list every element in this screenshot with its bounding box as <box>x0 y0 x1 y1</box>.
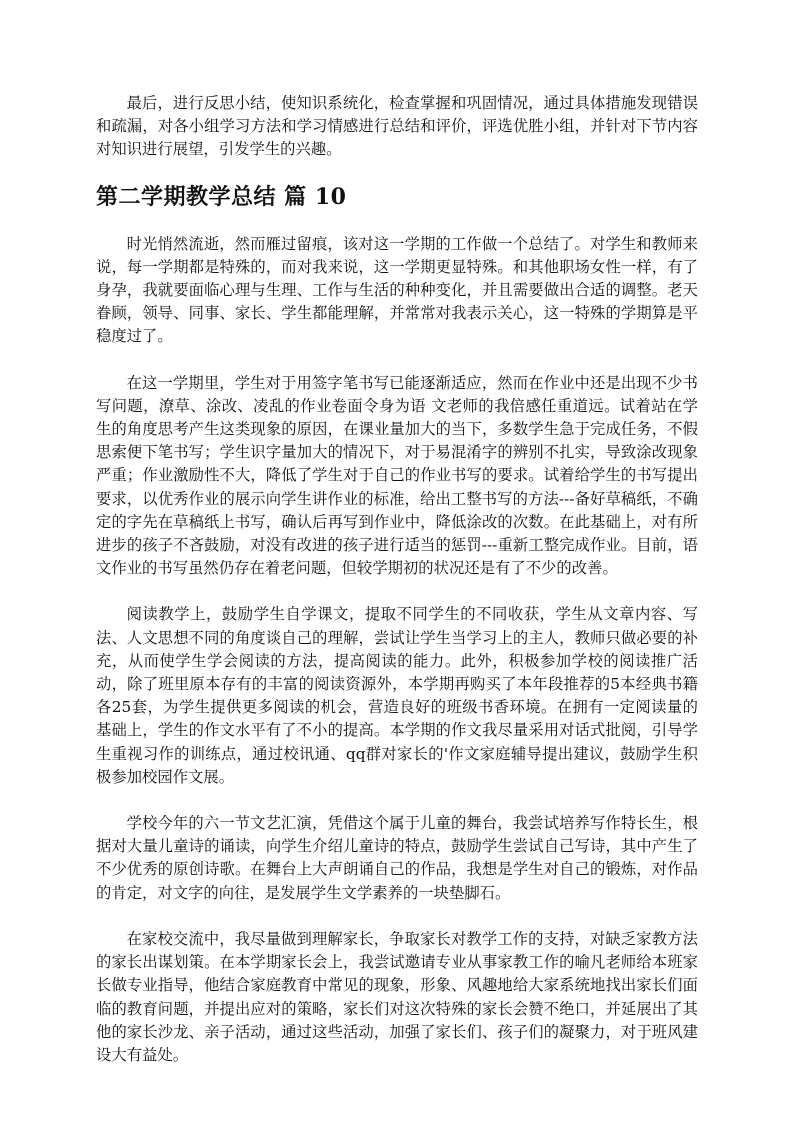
body-paragraph-2: 在这一学期里，学生对于用签字笔书写已能逐渐适应，然而在作业中还是出现不少书写问题，潦草、涂改、凌乱的作业卷面令身为语 文老师的我倍感任重道远。试着站在学生的角度思考产生这类现象的原因，在课业量加大的当下，多数学生急于完成任务，不假思索便下笔书写；学生识字量加大的情况下，对于易混淆字的辨别不扎实，导致涂改现象严重；作业激励性不大，降低了学生对于自己的作业书写的要求。试着给学生的书写提出要求，以优秀作业的展示向学生讲作业的标准，给出工整书写的方法---备好草稿纸，不确定的字先在草稿纸上书写，确认后再写到作业中，降低涂改的次数。在此基础上，对有所进步的孩子不吝鼓励，对没有改进的孩子进行适当的惩罚---重新工整完成作业。目前，语文作业的书写虽然仍存在着老问题，但较学期初的状况还是有了不少的改善。 <box>96 373 698 578</box>
intro-paragraph: 最后，进行反思小结，使知识系统化，检查掌握和巩固情况，通过具体措施发现错误和疏漏，对各小组学习方法和学习情感进行总结和评价，评选优胜小组，并针对下节内容对知识进行展望，引发学生的兴趣。 <box>96 94 698 159</box>
body-paragraph-1: 时光悄然流逝，然而雁过留痕，该对这一学期的工作做一个总结了。对学生和教师来说，每一学期都是特殊的，而对我来说，这一学期更显特殊。和其他职场女性一样，有了身孕，我就要面临心理与生理、工作与生活的种种变化，并且需要做出合适的调整。老天眷顾，领导、同事、家长、学生都能理解，并常常对我表示关心，这一特殊的学期算是平稳度过了。 <box>96 234 698 346</box>
document-page <box>96 92 698 1067</box>
body-paragraph-3: 阅读教学上，鼓励学生自学课文，提取不同学生的不同收获，学生从文章内容、写法、人文思想不同的角度谈自己的理解，尝试让学生当学习上的主人，教师只做必要的补充，从而使学生学会阅读的方法，提高阅读的能力。此外，积极参加学校的阅读推广活动，除了班里原本存有的丰富的阅读资源外，本学期再购买了本年段推荐的5本经典书籍各25套，为学生提供更多阅读的机会，营造良好的班级书香环境。在拥有一定阅读量的基础上，学生的作文水平有了不小的提高。本学期的作文我尽量采用对话式批阅，引导学生重视习作的训练点，通过校讯通、qq群对家长的'作文家庭辅导提出建议，鼓励学生积极参加校园作文展。 <box>96 605 698 786</box>
section-title: 第二学期教学总结 篇 10 <box>96 183 347 210</box>
body-paragraph-5: 在家校交流中，我尽量做到理解家长，争取家长对教学工作的支持，对缺乏家教方法的家长出谋划策。在本学期家长会上，我尝试邀请专业从事家教工作的喻凡老师给本班家长做专业指导，他结合家庭教育中常见的现象，形象、风趣地给大家系统地找出家长们面临的教育问题，并提出应对的策略，家长们对这次特殊的家长会赞不绝口，并延展出了其他的家长沙龙、亲子活动，通过这些活动，加强了家长们、孩子们的凝聚力，对于班风建设大有益处。 <box>96 929 698 1064</box>
body-paragraph-4: 学校今年的六一节文艺汇演，凭借这个属于儿童的舞台，我尝试培养写作特长生，根据对大量儿童诗的诵读，向学生介绍儿童诗的特点，鼓励学生尝试自己写诗，其中产生了不少优秀的原创诗歌。在舞台上大声朗诵自己的作品，我想是学生对自己的锻炼，对作品的肯定，对文字的向往，是发展学生文学素养的一块垫脚石。 <box>96 814 698 902</box>
